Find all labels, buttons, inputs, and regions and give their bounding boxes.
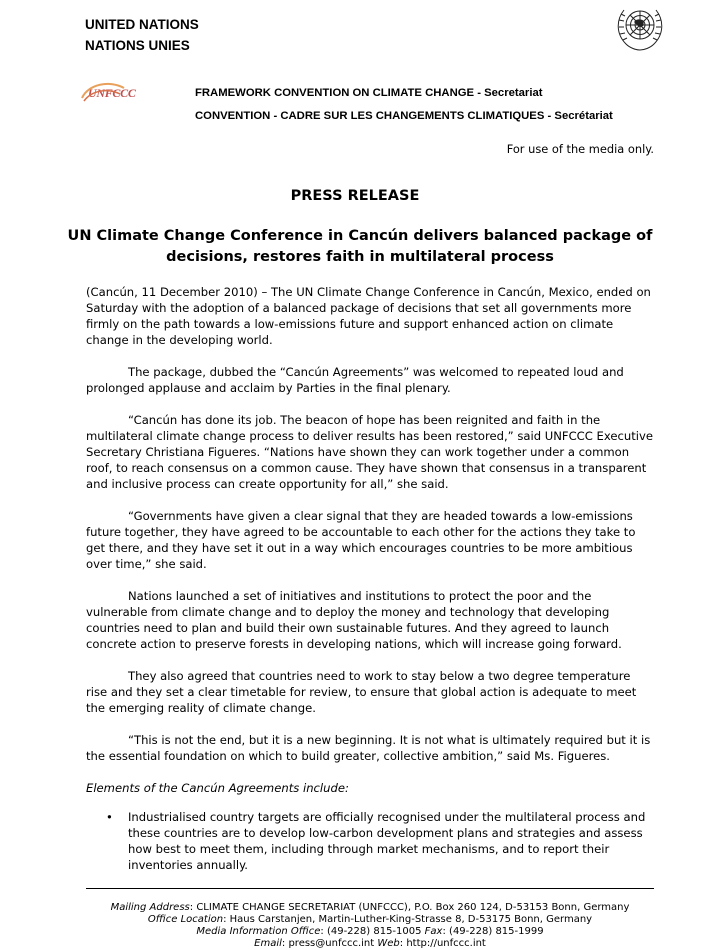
office-label: Office Location: [147, 914, 224, 925]
footer-divider: [86, 888, 654, 889]
media-office: Media Information Office: (49-228) 815-1005 Fax: (49-228) 815-1999: [196, 926, 544, 937]
web-label: Web: [377, 938, 400, 949]
logo-text: UNFCCC: [88, 86, 136, 100]
media-note: For use of the media only.: [506, 142, 654, 156]
paragraph: “This is not the end, but it is a new beginning. It is not what is ultimately required but it is the essential foundation on which to build greater, collective ambition,” said Ms. Figueres.: [86, 733, 651, 763]
logo-swirl-icon: [80, 80, 126, 104]
body-text: [86, 284, 654, 873]
paragraph: “Governments have given a clear signal that they are headed towards a low-emissions future together, they have agreed to be accountable to each other for the actions they take to get there, and they have set it out in a way which encourages countries to be more ambitious over time,” she said.: [86, 509, 636, 571]
secretariat-fr: CONVENTION - CADRE SUR LES CHANGEMENTS CLIMATIQUES - Secrétariat: [195, 110, 613, 122]
media-office-value: (49-228) 815-1005: [326, 926, 422, 937]
office-location: Office Location: Haus Carstanjen, Martin-Luther-King-Strasse 8, D-53175 Bonn, Germany: [147, 914, 593, 925]
mailing-label: Mailing Address: [110, 902, 190, 913]
office-value: Haus Carstanjen, Martin-Luther-King-Strasse 8, D-53175 Bonn, Germany: [229, 914, 593, 925]
bullet-icon: •: [106, 810, 113, 824]
email-link[interactable]: press@unfccc.int: [288, 938, 375, 949]
unfccc-logo: [88, 86, 136, 101]
secretariat-en: FRAMEWORK CONVENTION ON CLIMATE CHANGE - Secretariat: [195, 87, 543, 99]
org-name-fr: NATIONS UNIES: [85, 38, 190, 53]
un-emblem-icon: [612, 2, 668, 54]
email-web: Email: press@unfccc.int Web: http://unfccc.int: [254, 938, 486, 949]
fax-label: Fax: [424, 926, 443, 937]
list-item: [86, 809, 654, 873]
paragraph: Nations launched a set of initiatives and institutions to protect the poor and the vulnerable from climate change and to deploy the money and technology that developing countries need to plan and build their own sustainable futures. And they agreed to launch concrete action to preserve forests in developing nations, which will increase going forward.: [86, 589, 622, 651]
headline: UN Climate Change Conference in Cancún delivers balanced package of decisions, restores faith in multilateral process: [67, 228, 653, 265]
mailing-value: CLIMATE CHANGE SECRETARIAT (UNFCCC), P.O. Box 260 124, D-53153 Bonn, Germany: [196, 902, 630, 913]
secretariat-header: [195, 82, 613, 128]
elements-heading: Elements of the Cancún Agreements include:: [86, 781, 349, 795]
paragraph: The package, dubbed the “Cancún Agreements” was welcomed to repeated loud and prolonged applause and acclaim by Parties in the final plenary.: [86, 365, 624, 395]
media-office-label: Media Information Office: [196, 926, 321, 937]
paragraph-dateline: (Cancún, 11 December 2010) – The UN Climate Change Conference in Cancún, Mexico, ended on Saturday with the adoption of a balanced package of decisions that set all governments more firmly on the path towards a low-emissions future and support enhanced action on climate change in the developing world.: [86, 285, 651, 347]
list-item-text: Industrialised country targets are officially recognised under the multilateral process and these countries are to develop low-carbon development plans and strategies and assess how best to meet them, including through market mechanisms, and to report their inventories annually.: [128, 810, 646, 872]
press-release-label: PRESS RELEASE: [290, 188, 420, 204]
letterhead-org: [85, 14, 199, 56]
mailing-address: Mailing Address: CLIMATE CHANGE SECRETARIAT (UNFCCC), P.O. Box 260 124, D-53153 Bonn, Germany: [110, 902, 630, 913]
org-name-en: UNITED NATIONS: [85, 17, 199, 32]
email-label: Email: [254, 938, 282, 949]
paragraph: “Cancún has done its job. The beacon of hope has been reignited and faith in the multilateral climate change process to deliver results has been restored,” said UNFCCC Executive Secretary Christiana Figueres. “Nations have shown they can work together under a common roof, to reach consensus on a common cause. They have shown that consensus in a transparent and inclusive process can create opportunity for all,” she said.: [86, 413, 654, 491]
web-link[interactable]: http://unfccc.int: [406, 938, 486, 949]
footer-contact: [86, 902, 654, 950]
fax-value: (49-228) 815-1999: [449, 926, 544, 937]
paragraph: They also agreed that countries need to work to stay below a two degree temperature rise and they set a clear timetable for review, to ensure that global action is adequate to meet the emerging reality of climate change.: [86, 669, 637, 715]
elements-list: [86, 809, 654, 873]
